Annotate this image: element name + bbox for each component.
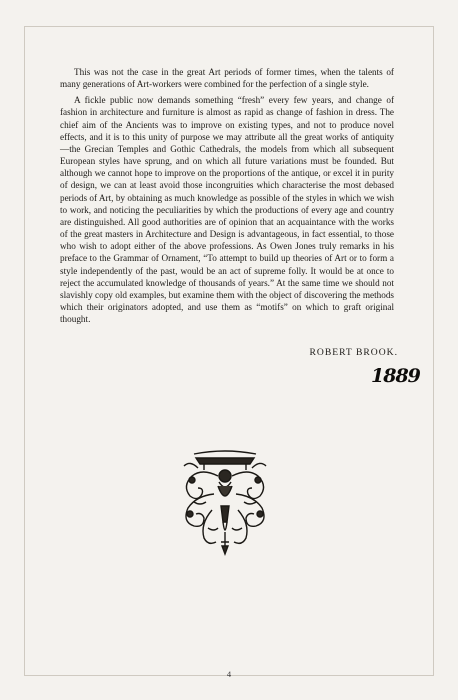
ornament-icon [174, 446, 276, 558]
page-number: 4 [226, 669, 232, 679]
handwritten-year: 1889 [371, 365, 420, 387]
paragraph-2: A fickle public now demands something “fresh” every few years, and change of fashion in architecture and furniture is almost as rapid as change of fashion in dress. The chief aim of the Ancients was to improve on existing types, and not to produce novel effects, and it is to this unity of purpose we may attribute all the great works of antiquity—the Grecian Temples and Gothic Cathedrals, the models from which all subsequent European styles have sprung, and on which all future variations must be founded. But although we cannot hope to improve on the proportions of the antique, or excel it in purity of design, we can at least avoid those incongruities which characterise the most debased periods of Art, by obtaining as much knowledge as possible of the styles in which we wish to work, and noticing the peculiarities by which the productions of every age and country are distinguished. All good authorities are of opinion that an acquaintance with the works of the great masters in Architecture and Design is advantageous, in fact essential, to those who wish to adopt either of the above professions. As Owen Jones truly remarks in his preface to the Grammar of Ornament, “To attempt to build up theories of Art or to form a style independently of the past, would be an act of supreme folly. It would be at once to reject the accumulated knowledge of thousands of years.” At the same time we should not slavishly copy old examples, but examine them with the object of discovering the methods which their originators adopted, and use them as “motifs” on which to graft original thought. [60, 95, 394, 325]
paragraph-1: This was not the case in the great Art periods of former times, when the talents of many generations of Art-workers were combined for the perfection of a single style. [60, 67, 394, 90]
author-signature: ROBERT BROOK. [309, 347, 398, 358]
body-text [60, 66, 394, 325]
